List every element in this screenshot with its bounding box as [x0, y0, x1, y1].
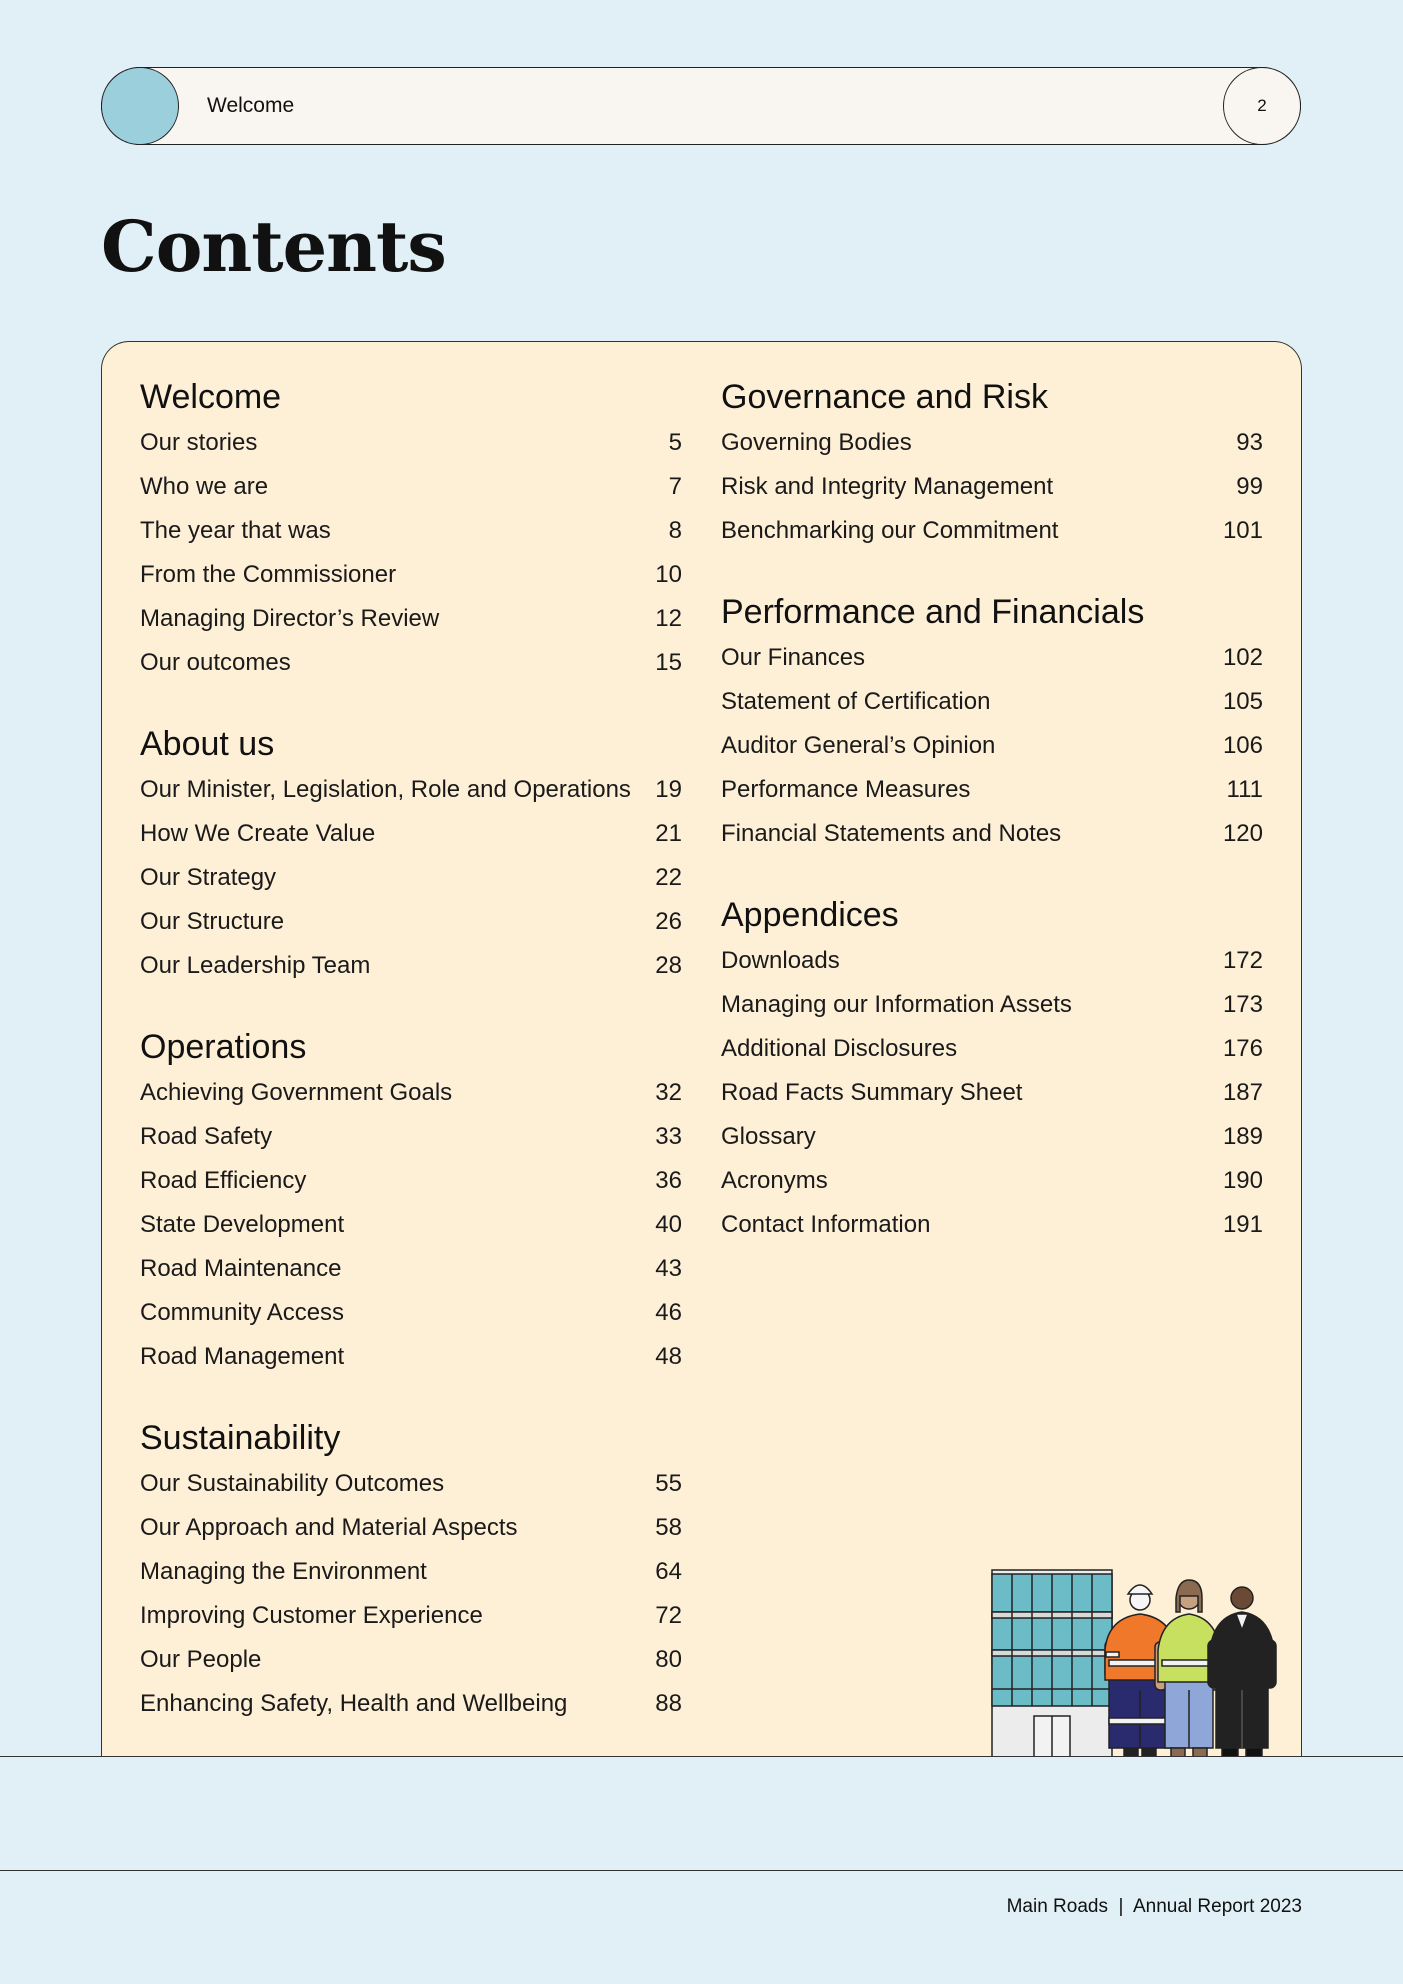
toc-section-sustainability: [140, 1414, 682, 1726]
entry-page: 12: [655, 605, 682, 632]
entry-page: 111: [1226, 776, 1263, 803]
entry-label: From the Commissioner: [140, 561, 397, 588]
entry-label: Our Strategy: [140, 864, 277, 891]
section-heading: Appendices: [721, 896, 899, 934]
entry-label: Glossary: [721, 1123, 816, 1150]
entry-page: 21: [655, 820, 682, 847]
toc-entry[interactable]: [721, 812, 1263, 856]
toc-section-performance: [721, 588, 1263, 856]
toc-entry[interactable]: [721, 1203, 1263, 1247]
entry-label: Our Approach and Material Aspects: [140, 1514, 518, 1541]
toc-entry[interactable]: [140, 1506, 682, 1550]
header-page-number: 2: [1223, 67, 1301, 145]
entry-page: 189: [1222, 1123, 1263, 1150]
entry-label: Road Facts Summary Sheet: [721, 1079, 1023, 1106]
entry-page: 19: [655, 776, 682, 803]
toc-left-column: [140, 373, 682, 1761]
section-heading: Operations: [140, 1028, 307, 1066]
toc-entry[interactable]: [721, 465, 1263, 509]
entry-page: 190: [1222, 1167, 1263, 1194]
section-heading: Welcome: [140, 378, 282, 416]
entry-page: 40: [655, 1211, 682, 1238]
toc-entry[interactable]: [721, 768, 1263, 812]
entry-label: Our outcomes: [140, 649, 291, 676]
toc-entry[interactable]: [721, 983, 1263, 1027]
entry-label: Contact Information: [721, 1211, 931, 1238]
toc-entry[interactable]: [140, 1203, 682, 1247]
toc-entry[interactable]: [721, 1027, 1263, 1071]
entry-page: 8: [668, 517, 682, 544]
workers-building-illustration: [990, 1550, 1282, 1757]
entry-label: Acronyms: [721, 1167, 828, 1194]
entry-page: 120: [1222, 820, 1263, 847]
entry-page: 55: [655, 1470, 682, 1497]
toc-entry[interactable]: [140, 1115, 682, 1159]
toc-entry[interactable]: [721, 636, 1263, 680]
entry-label: The year that was: [140, 517, 331, 544]
entry-label: Community Access: [140, 1299, 345, 1326]
entry-page: 99: [1236, 473, 1263, 500]
toc-section-welcome: [140, 373, 682, 685]
toc-section-operations: [140, 1023, 682, 1379]
toc-right-column: [721, 373, 1263, 1282]
entry-page: 15: [655, 649, 682, 676]
entry-label: Road Efficiency: [140, 1167, 307, 1194]
entry-page: 105: [1222, 688, 1263, 715]
toc-entry[interactable]: [140, 1682, 682, 1726]
entry-label: Risk and Integrity Management: [721, 473, 1054, 500]
toc-section-about-us: [140, 720, 682, 988]
entry-label: Our Sustainability Outcomes: [140, 1470, 445, 1497]
entry-label: Our People: [140, 1646, 262, 1673]
entry-page: 172: [1222, 947, 1263, 974]
entry-label: Our Finances: [721, 644, 866, 671]
entry-label: Achieving Government Goals: [140, 1079, 453, 1106]
toc-entry[interactable]: [721, 724, 1263, 768]
entry-page: 176: [1222, 1035, 1263, 1062]
toc-entry[interactable]: [140, 1462, 682, 1506]
toc-entry[interactable]: [721, 1159, 1263, 1203]
footer-report: Annual Report 2023: [1132, 1896, 1302, 1917]
entry-page: 10: [655, 561, 682, 588]
entry-label: Improving Customer Experience: [140, 1602, 483, 1629]
toc-entry[interactable]: [140, 1594, 682, 1638]
entry-page: 102: [1222, 644, 1263, 671]
entry-label: Downloads: [721, 947, 840, 974]
entry-label: Additional Disclosures: [721, 1035, 958, 1062]
entry-page: 72: [655, 1602, 682, 1629]
entry-page: 5: [668, 429, 682, 456]
toc-entry[interactable]: [140, 1638, 682, 1682]
entry-page: 58: [655, 1514, 682, 1541]
toc-entry[interactable]: [721, 1071, 1263, 1115]
section-heading: Performance and Financials: [721, 593, 1145, 631]
entry-label: Statement of Certification: [721, 688, 991, 715]
entry-label: Our Leadership Team: [140, 952, 371, 979]
toc-entry[interactable]: [140, 509, 682, 553]
header-circle-icon: [101, 67, 179, 145]
footer-separator: |: [1118, 1896, 1124, 1917]
toc-entry[interactable]: [140, 900, 682, 944]
toc-section-governance: [721, 373, 1263, 553]
entry-label: Managing our Information Assets: [721, 991, 1072, 1018]
building-icon: [992, 1570, 1112, 1757]
footer-org: Main Roads: [1006, 1896, 1108, 1917]
entry-label: Our Minister, Legislation, Role and Operations: [140, 776, 631, 803]
worker-suit-icon: [1208, 1587, 1276, 1757]
page-title: Contents: [101, 205, 446, 288]
toc-entry[interactable]: [140, 1071, 682, 1115]
entry-page: 43: [655, 1255, 682, 1282]
toc-entry[interactable]: [140, 465, 682, 509]
entry-label: Governing Bodies: [721, 429, 912, 456]
toc-entry[interactable]: [140, 641, 682, 685]
entry-label: Auditor General’s Opinion: [721, 732, 996, 759]
entry-page: 32: [655, 1079, 682, 1106]
entry-label: Road Safety: [140, 1123, 273, 1150]
toc-entry[interactable]: [140, 812, 682, 856]
entry-page: 88: [655, 1690, 682, 1717]
section-heading: Sustainability: [140, 1419, 341, 1457]
toc-entry[interactable]: [721, 939, 1263, 983]
footer: [1007, 1896, 1302, 1918]
section-heading: About us: [140, 725, 275, 763]
entry-label: State Development: [140, 1211, 345, 1238]
entry-label: Performance Measures: [721, 776, 971, 803]
entry-page: 80: [655, 1646, 682, 1673]
entry-label: Financial Statements and Notes: [721, 820, 1062, 847]
toc-entry[interactable]: [140, 1550, 682, 1594]
toc-entry[interactable]: [140, 1291, 682, 1335]
toc-entry[interactable]: [140, 421, 682, 465]
entry-label: Enhancing Safety, Health and Wellbeing: [140, 1690, 568, 1717]
entry-page: 48: [655, 1343, 682, 1370]
entry-page: 101: [1222, 517, 1263, 544]
entry-page: 26: [655, 908, 682, 935]
entry-page: 93: [1236, 429, 1263, 456]
entry-label: Our Structure: [140, 908, 285, 935]
entry-page: 187: [1222, 1079, 1263, 1106]
entry-label: How We Create Value: [140, 820, 376, 847]
header-section-label: Welcome: [207, 94, 295, 117]
toc-entry[interactable]: [140, 944, 682, 988]
entry-page: 106: [1222, 732, 1263, 759]
entry-label: Road Management: [140, 1343, 345, 1370]
footer-divider: [0, 1870, 1403, 1871]
toc-entry[interactable]: [140, 597, 682, 641]
ground-line: [0, 1756, 1403, 1757]
entry-page: 46: [655, 1299, 682, 1326]
entry-page: 28: [655, 952, 682, 979]
toc-section-appendices: [721, 891, 1263, 1247]
entry-label: Benchmarking our Commitment: [721, 517, 1059, 544]
entry-label: Our stories: [140, 429, 258, 456]
toc-entry[interactable]: [140, 856, 682, 900]
entry-page: 36: [655, 1167, 682, 1194]
entry-label: Who we are: [140, 473, 269, 500]
toc-entry[interactable]: [140, 1159, 682, 1203]
toc-entry[interactable]: [721, 1115, 1263, 1159]
section-heading: Governance and Risk: [721, 378, 1048, 416]
toc-entry[interactable]: [721, 680, 1263, 724]
entry-label: Managing Director’s Review: [140, 605, 440, 632]
entry-page: 22: [655, 864, 682, 891]
entry-page: 173: [1222, 991, 1263, 1018]
toc-entry[interactable]: [721, 509, 1263, 553]
toc-entry[interactable]: [140, 1247, 682, 1291]
entry-label: Road Maintenance: [140, 1255, 342, 1282]
toc-entry[interactable]: [140, 768, 682, 812]
entry-page: 33: [655, 1123, 682, 1150]
entry-page: 191: [1222, 1211, 1263, 1238]
entry-page: 7: [668, 473, 682, 500]
entry-page: 64: [655, 1558, 682, 1585]
toc-entry[interactable]: [140, 1335, 682, 1379]
toc-entry[interactable]: [140, 553, 682, 597]
toc-entry[interactable]: [721, 421, 1263, 465]
entry-label: Managing the Environment: [140, 1558, 427, 1585]
